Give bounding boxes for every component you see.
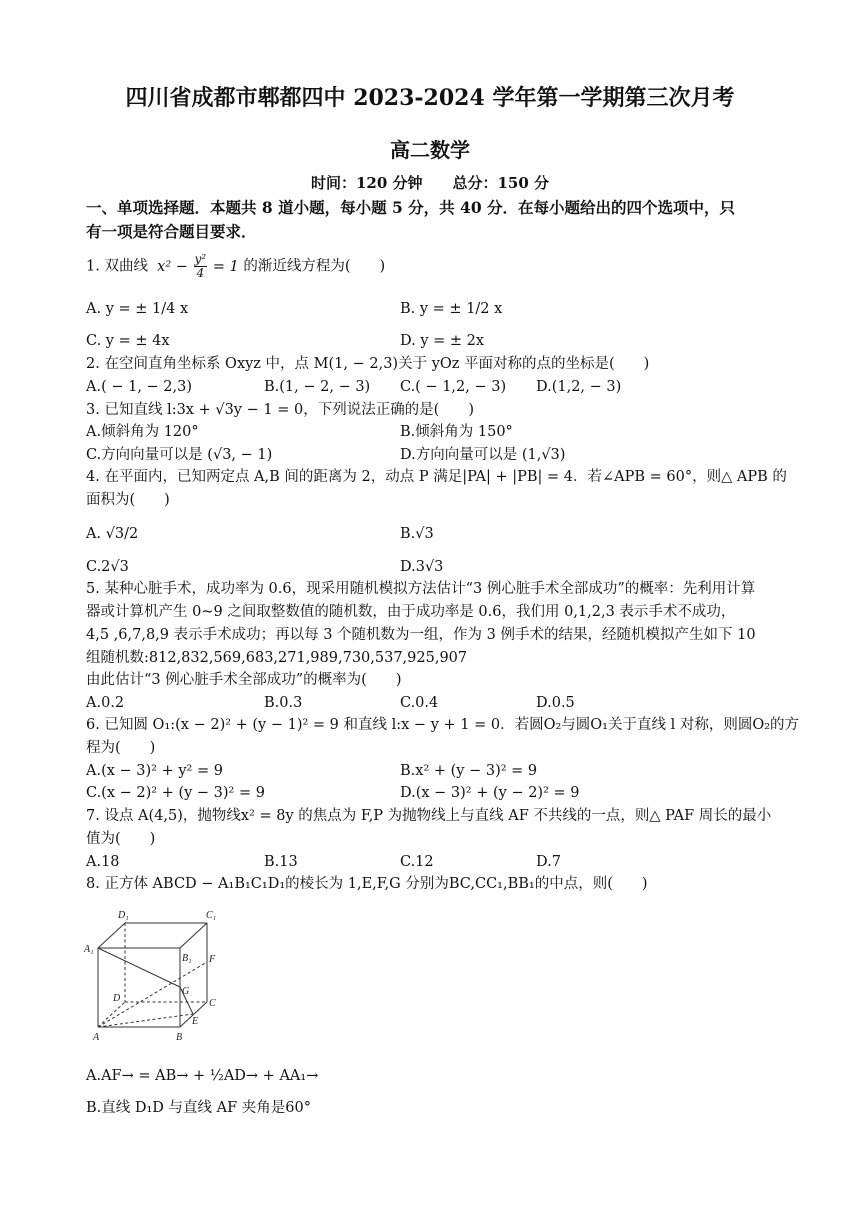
q5-option-d[interactable]: D.0.5 [536, 695, 575, 711]
q2-option-a[interactable]: A.( − 1, − 2,3) [86, 379, 193, 395]
q4-option-d[interactable]: D.3√3 [400, 559, 444, 575]
q6-option-a[interactable]: A.(x − 3)² + y² = 9 [86, 763, 223, 779]
q6-option-b[interactable]: B.x² + (y − 3)² = 9 [400, 763, 538, 779]
q1-stem-prefix: 1. 双曲线 [86, 258, 148, 275]
q5-line3: 4,5 ,6,7,8,9 表示手术成功；再以每 3 个随机数为一组，作为 3 例手术的结果，经随机模拟产生如下 10 [86, 627, 756, 643]
q4-stem-line1: 4. 在平面内，已知两定点 A,B 间的距离为 2，动点 P 满足|PA| + |PB| = 4．若∠APB = 60°，则△ APB 的 [86, 469, 787, 485]
q1-fraction: $\frac{\text{y²}}{4}$ [194, 252, 207, 280]
q7-line2: 值为( ) [86, 831, 156, 847]
label-d1: D₁ [118, 910, 129, 921]
q4-stem-line2: 面积为( ) [86, 492, 170, 508]
edge-c1-b1 [180, 923, 207, 948]
q8-option-a[interactable]: A.AF→ = AB→ + ½AD→ + AA₁→ [86, 1068, 319, 1084]
q1-option-a[interactable]: A. y = ± 1/4 x [86, 301, 189, 317]
q7-line1: 7. 设点 A(4,5)，抛物线x² = 8y 的焦点为 F,P 为抛物线上与直线 AF 不共线的一点，则△ PAF 周长的最小 [86, 808, 772, 824]
q5-option-c[interactable]: C.0.4 [400, 695, 439, 711]
label-a1: A₁ [84, 944, 94, 955]
q4-option-a[interactable]: A. √3/2 [86, 526, 139, 542]
q2-option-d[interactable]: D.(1,2, − 3) [536, 379, 622, 395]
exam-title: 四川省成都市郫都四中 2023-2024 学年第一学期第三次月考 [125, 85, 735, 111]
label-c1: C₁ [206, 910, 217, 921]
q7-option-a[interactable]: A.18 [86, 854, 120, 870]
q5-line4: 组随机数:812,832,569,683,271,989,730,537,925,907 [86, 650, 468, 666]
label-b1: B₁ [182, 953, 192, 964]
q6-line1: 6. 已知圆 O₁:(x − 2)² + (y − 1)² = 9 和直线 l:x − y + 1 = 0．若圆O₂与圆O₁关于直线 l 对称，则圆O₂的方 [86, 717, 800, 733]
label-b: B [176, 1032, 183, 1043]
segment-a-e [98, 1014, 193, 1027]
q5-line5: 由此估计“3 例心脏手术全部成功”的概率为( ) [86, 672, 402, 688]
q3-option-b[interactable]: B.倾斜角为 150° [400, 424, 513, 440]
label-g: G [182, 986, 190, 997]
q4-option-c[interactable]: C.2√3 [86, 559, 129, 575]
time-and-score: 时间：120 分钟 总分：150 分 [310, 174, 550, 192]
edge-a1-d1 [98, 923, 125, 948]
subject-title: 高二数学 [390, 138, 470, 162]
q5-option-b[interactable]: B.0.3 [264, 695, 303, 711]
q1-stem-suffix: 的渐近线方程为( ) [243, 258, 386, 275]
q6-option-c[interactable]: C.(x − 2)² + (y − 3)² = 9 [86, 785, 265, 801]
q1-option-d[interactable]: D. y = ± 2x [400, 333, 485, 349]
q3-option-a[interactable]: A.倾斜角为 120° [86, 424, 199, 440]
segment-a1-g [98, 948, 180, 987]
q1-equation: x² − $\frac{\text{y²}}{4}$ = 1 [152, 252, 239, 280]
q7-option-b[interactable]: B.13 [264, 854, 298, 870]
cube-figure [82, 902, 232, 1047]
q6-option-d[interactable]: D.(x − 3)² + (y − 2)² = 9 [400, 785, 580, 801]
section-heading-line1: 一、单项选择题．本题共 8 道小题，每小题 5 分，共 40 分．在每小题给出的四个选项中，只 [86, 198, 736, 217]
q3-stem: 3. 已知直线 l:3x + √3y − 1 = 0，下列说法正确的是( ) [86, 402, 475, 418]
q8-option-b[interactable]: B.直线 D₁D 与直线 AF 夹角是60° [86, 1100, 311, 1116]
q5-line1: 5. 某种心脏手术，成功率为 0.6，现采用随机模拟方法估计“3 例心脏手术全部成功”的概率：先利用计算 [86, 581, 756, 597]
q1-option-c[interactable]: C. y = ± 4x [86, 333, 170, 349]
label-c: C [209, 998, 216, 1009]
q1-stem [86, 253, 385, 280]
q2-option-b[interactable]: B.(1, − 2, − 3) [264, 379, 371, 395]
edge-a-d [98, 1002, 125, 1027]
q2-stem: 2. 在空间直角坐标系 Oxyz 中，点 M(1, − 2,3)关于 yOz 平面对称的点的坐标是( ) [86, 356, 650, 372]
q1-option-b[interactable]: B. y = ± 1/2 x [400, 301, 503, 317]
q5-option-a[interactable]: A.0.2 [86, 695, 125, 711]
q8-stem: 8. 正方体 ABCD − A₁B₁C₁D₁的棱长为 1,E,F,G 分别为BC,CC₁,BB₁的中点，则( ) [86, 876, 648, 892]
q7-option-c[interactable]: C.12 [400, 854, 434, 870]
q7-option-d[interactable]: D.7 [536, 854, 561, 870]
label-e: E [192, 1016, 199, 1027]
section-heading-line2: 有一项是符合题目要求． [86, 222, 257, 241]
q3-option-c[interactable]: C.方向向量可以是 (√3, − 1) [86, 447, 273, 463]
label-f: F [209, 954, 216, 965]
label-a: A [93, 1032, 100, 1043]
q2-option-c[interactable]: C.( − 1,2, − 3) [400, 379, 507, 395]
q4-option-b[interactable]: B.√3 [400, 526, 434, 542]
label-d: D [113, 993, 121, 1004]
q5-line2: 器或计算机产生 0~9 之间取整数值的随机数，由于成功率是 0.6，我们用 0,1,2,3 表示手术不成功， [86, 604, 736, 620]
q6-line2: 程为( ) [86, 740, 156, 756]
q3-option-d[interactable]: D.方向向量可以是 (1,√3) [400, 447, 566, 463]
